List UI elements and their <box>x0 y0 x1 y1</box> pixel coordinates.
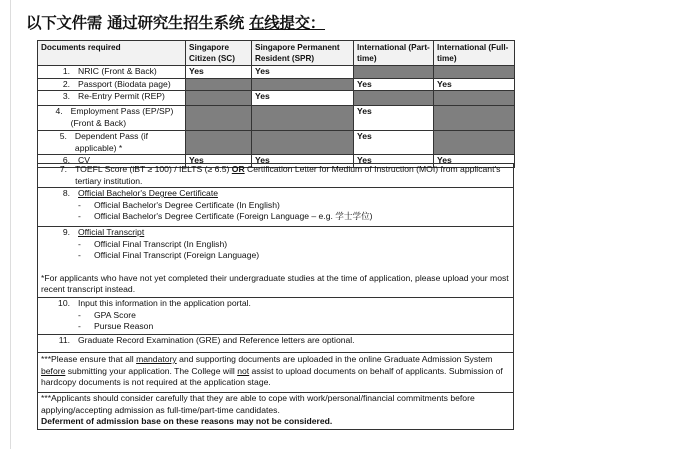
note1-before: before <box>41 365 66 376</box>
note1-not: not <box>237 365 250 376</box>
item9-sub: Official Final Transcript (Foreign Language) <box>94 250 260 260</box>
header-pt: International (Part-time) <box>354 41 434 66</box>
item9-note: *For applicants who have not yet completed their undergraduate studies at the time of application, please upload your most recent transcript instead. <box>41 272 509 294</box>
page-title <box>26 11 325 33</box>
cell-sc <box>186 131 252 155</box>
note1-text: submitting your application. The College will <box>65 365 238 376</box>
document-cell <box>38 78 186 91</box>
table-row <box>38 298 514 335</box>
header-ft: International (Full-time) <box>434 41 515 66</box>
table-row <box>38 227 514 298</box>
table-row <box>38 188 514 227</box>
cell-pt: Yes <box>354 106 434 131</box>
cell-pt <box>354 91 434 106</box>
table-row <box>38 393 514 430</box>
item-num: 1. <box>62 66 70 76</box>
table-row <box>38 91 515 106</box>
document-cell <box>38 106 186 131</box>
item-num: 10. <box>58 298 70 308</box>
document-cell <box>38 91 186 106</box>
cell-sc: Yes <box>186 155 252 168</box>
cell-ft: Yes <box>434 78 515 91</box>
item7-text: TOEFL Score (iBT ≥ 100) / IELTS (≥ 6.5) <box>75 164 232 174</box>
item9-heading: Official Transcript <box>78 227 145 237</box>
cell-pt: Yes <box>354 155 434 168</box>
cell-spr: Yes <box>252 91 354 106</box>
dash: - <box>78 309 81 320</box>
cell-spr <box>252 78 354 91</box>
item8-heading: Official Bachelor's Degree Certificate <box>78 188 218 198</box>
item-num: 5. <box>59 131 67 141</box>
dash: - <box>78 250 81 260</box>
item7-text2: Certification Letter for Medium of Instruction (MOI) from applicant's tertiary institution. <box>75 164 501 186</box>
header-documents: Documents required <box>38 41 186 66</box>
dash: - <box>78 199 81 210</box>
item10-sub: Pursue Reason <box>94 321 154 331</box>
page-edge <box>10 0 11 449</box>
item-num: 3. <box>62 91 70 101</box>
documents-table <box>37 40 515 168</box>
cell-sc: Yes <box>186 66 252 79</box>
item8-sub: Official Bachelor's Degree Certificate (In English) <box>94 199 280 210</box>
cell-spr: Yes <box>252 155 354 168</box>
title-text: 以下文件需 通过研究生招生系统 <box>26 14 249 32</box>
cell-spr: Yes <box>252 66 354 79</box>
item-num: 2. <box>62 78 70 89</box>
cell-sc <box>186 91 252 106</box>
note1-text: and supporting documents are uploaded in the online Graduate Admission System <box>176 354 493 364</box>
header-sc: Singapore Citizen (SC) <box>186 41 252 66</box>
item-num: 11. <box>58 335 70 345</box>
dash: - <box>78 211 81 221</box>
note1-mandatory: mandatory <box>136 354 177 364</box>
document-label: Re-Entry Permit (REP) <box>78 91 165 101</box>
table-row <box>38 78 515 91</box>
document-cell <box>38 66 186 79</box>
cell-sc <box>186 78 252 91</box>
note2-text: ***Applicants should consider carefully that they are able to cope with work/personal/financial commitments before applying/accepting admission as full-time/part-time candidates. <box>41 393 475 415</box>
item7-11-table <box>37 163 514 430</box>
cell-ft: Yes <box>434 155 515 168</box>
table-row <box>38 106 515 131</box>
cell-ft <box>434 91 515 106</box>
item8-sub: Official Bachelor's Degree Certificate (Foreign Language – e.g. 学士学位) <box>94 211 373 221</box>
item10-sub: GPA Score <box>94 309 136 320</box>
cell-spr <box>252 106 354 131</box>
document-cell <box>38 131 186 155</box>
dash: - <box>78 238 81 249</box>
item-num: 9. <box>62 227 70 237</box>
note1-text: ***Please ensure that all <box>41 354 137 364</box>
item-num: 4. <box>55 106 63 116</box>
note1-text: assist to upload documents on behalf of applicants. Submission of hardcopy documents is not required at the application stage. <box>41 365 503 387</box>
item7-or: OR <box>231 164 245 174</box>
document-label: Employment Pass (EP/SP) (Front & Back) <box>70 106 174 128</box>
cell-ft <box>434 66 515 79</box>
cell-spr <box>252 131 354 155</box>
cell-ft <box>434 106 515 131</box>
table-row <box>38 66 515 79</box>
document-label: NRIC (Front & Back) <box>78 66 157 76</box>
note2-bold: Deferment of admission base on these reasons may not be considered. <box>41 416 333 426</box>
header-row <box>38 41 515 66</box>
table-row <box>38 335 514 353</box>
cell-pt <box>354 66 434 79</box>
title-underlined: 在线提交： <box>249 14 326 32</box>
document-label: Passport (Biodata page) <box>78 78 171 89</box>
header-spr: Singapore Permanent Resident (SPR) <box>252 41 354 66</box>
item-num: 8. <box>62 188 70 198</box>
cell-ft <box>434 131 515 155</box>
table-row <box>38 164 514 188</box>
cell-pt: Yes <box>354 78 434 91</box>
cell-sc <box>186 106 252 131</box>
table-row <box>38 353 514 393</box>
table-row <box>38 131 515 155</box>
item11-text: Graduate Record Examination (GRE) and Reference letters are optional. <box>78 335 355 345</box>
document-label: CV <box>78 155 90 165</box>
item10-text: Input this information in the application portal. <box>78 298 251 308</box>
document-label: Dependent Pass (if applicable) * <box>74 131 149 153</box>
cell-pt: Yes <box>354 131 434 155</box>
dash: - <box>78 321 81 331</box>
item-num: 6. <box>62 155 70 165</box>
item-num: 7. <box>59 164 68 174</box>
item9-sub: Official Final Transcript (In English) <box>94 238 228 249</box>
